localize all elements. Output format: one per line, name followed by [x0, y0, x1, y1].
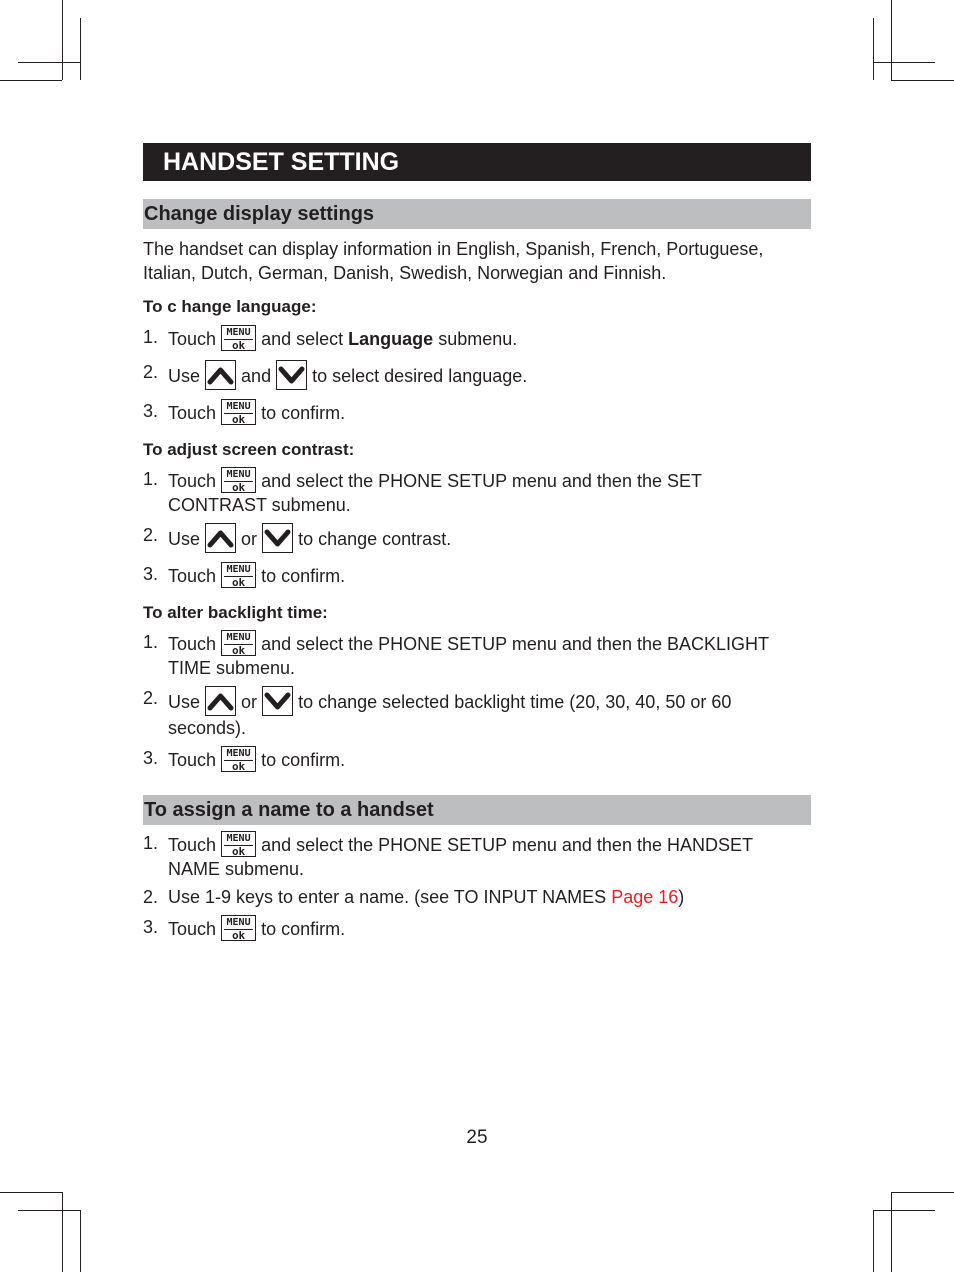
page-content: [143, 143, 811, 943]
subhead-language: To c hange language:: [143, 297, 317, 316]
crop-mark-bottom-left-h2: [0, 1192, 62, 1193]
page-number: 25: [466, 1127, 488, 1148]
list-item: 2. Use or to change selected backlight time (20, 30, 40, 50 or 60 seconds).: [143, 688, 732, 738]
crop-mark-bottom-right-h: [873, 1210, 935, 1211]
crop-mark-top-left-h: [18, 62, 80, 63]
crop-mark-top-left-v2: [80, 18, 81, 80]
menu-ok-key-icon: MENU ok: [221, 915, 256, 941]
crop-mark-bottom-left-h: [18, 1210, 80, 1211]
subhead-contrast: To adjust screen contrast:: [143, 440, 355, 459]
page-16-link[interactable]: Page 16: [611, 887, 679, 907]
crop-mark-top-left-h2: [0, 80, 62, 81]
menu-ok-key-icon: MENU ok: [221, 746, 256, 772]
list-item: 3. Touch MENU ok to confirm.: [143, 748, 346, 773]
crop-mark-top-right-h: [873, 62, 935, 63]
down-arrow-key-icon: [262, 523, 293, 553]
menu-ok-key-icon: MENU ok: [221, 399, 256, 425]
list-item: 3. Touch MENU ok to confirm.: [143, 401, 346, 426]
list-item: 2. Use or to change contrast.: [143, 525, 811, 555]
handset-name-steps: [143, 833, 811, 943]
menu-ok-key-icon: MENU ok: [221, 630, 256, 656]
crop-mark-bottom-right-v2: [873, 1210, 874, 1272]
backlight-steps: [143, 632, 811, 774]
list-item: 2. Use 1-9 keys to enter a name. (see TO INPUT NAMES Page 16): [143, 887, 685, 907]
down-arrow-key-icon: [262, 686, 293, 716]
subhead-backlight: To alter backlight time:: [143, 603, 328, 622]
display-intro: The handset can display information in English, Spanish, French, Portuguese, Italian, Dutch, German, Danish, Swedish, Norwegian and Finnish.: [143, 239, 764, 283]
up-arrow-key-icon: [205, 686, 236, 716]
list-item: 1. Touch MENU ok and select the PHONE SETUP menu and then the HANDSET NAME submenu.: [143, 833, 753, 879]
menu-ok-key-icon: MENU ok: [221, 562, 256, 588]
crop-mark-bottom-right-v: [891, 1192, 892, 1272]
down-arrow-key-icon: [276, 360, 307, 390]
crop-mark-top-right-v: [891, 0, 892, 80]
menu-ok-key-icon: MENU ok: [221, 325, 256, 351]
crop-mark-top-right-h2: [891, 80, 954, 81]
crop-mark-top-left-v: [62, 0, 63, 80]
list-item: 2. Use and to select desired language.: [143, 362, 811, 392]
crop-mark-bottom-left-v2: [80, 1210, 81, 1272]
contrast-steps: [143, 469, 811, 590]
crop-mark-bottom-right-h2: [891, 1192, 954, 1193]
up-arrow-key-icon: [205, 360, 236, 390]
section-heading-handset-name: To assign a name to a handset: [143, 795, 811, 825]
list-item: 1. Touch MENU ok and select the PHONE SETUP menu and then the SET CONTRAST submenu.: [143, 469, 702, 515]
crop-mark-top-right-v2: [873, 18, 874, 80]
section-heading-display: Change display settings: [143, 199, 811, 229]
crop-mark-bottom-left-v: [62, 1192, 63, 1272]
language-steps: [143, 327, 811, 427]
list-item: 3. Touch MENU ok to confirm.: [143, 564, 346, 589]
menu-ok-key-icon: MENU ok: [221, 467, 256, 493]
list-item: 1. Touch MENU ok and select Language submenu.: [143, 327, 518, 352]
list-item: 3. Touch MENU ok to confirm.: [143, 917, 346, 942]
menu-ok-key-icon: MENU ok: [221, 831, 256, 857]
up-arrow-key-icon: [205, 523, 236, 553]
list-item: 1. Touch MENU ok and select the PHONE SETUP menu and then the BACKLIGHT TIME submenu.: [143, 632, 769, 678]
page-title: HANDSET SETTING: [143, 143, 811, 181]
